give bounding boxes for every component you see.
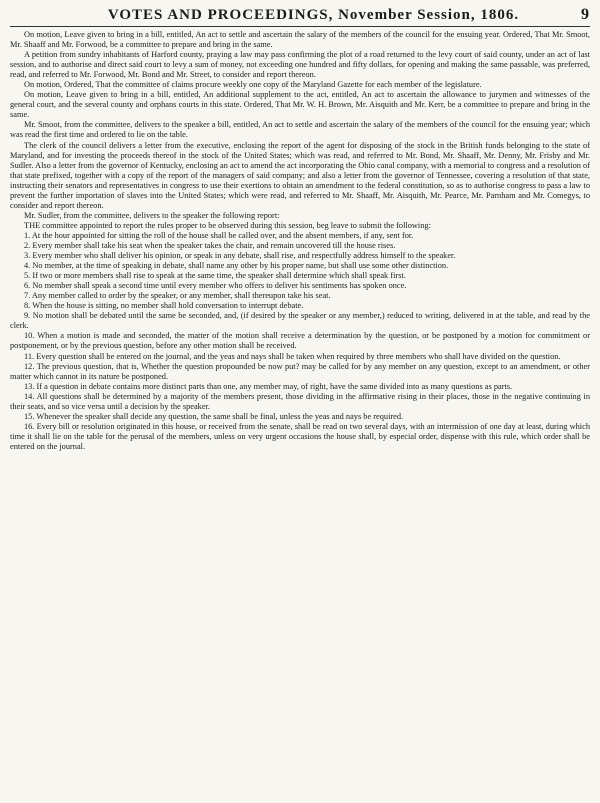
page-header — [10, 6, 590, 27]
rule-item: 2. Every member shall take his seat when the speaker takes the chair, and remain uncovered till the house rises. — [24, 240, 396, 250]
rule-item: 15. Whenever the speaker shall decide any question, the same shall be final, unless the yeas and nays be required. — [24, 411, 404, 421]
rule-item: 12. The previous question, that is, Whether the question propounded be now put? may be called for by any member on any question, except to an amendment, or other matter which cannot in its nature be postponed. — [10, 361, 590, 381]
rule-item: 1. At the hour appointed for sitting the roll of the house shall be called over, and the absent members, if any, sent for. — [24, 230, 414, 240]
rule-item: 3. Every member who shall deliver his opinion, or speak in any debate, shall rise, and respectfully address himself to the speaker. — [24, 251, 456, 261]
running-title: VOTES AND PROCEEDINGS, November Session, 1806. — [107, 7, 520, 23]
rule-item: 16. Every bill or resolution originated in this house, or received from the senate, shall be read on two several days, with an intermission of one day at least, during which time it shall lie on the table for the perusal of the members, unless on very urgent occasions the house shall, by especial order, dispense with this rule, which order shall be entered on the journal. — [10, 421, 590, 451]
paragraph: On motion, Leave given to bring in a bill, entitled, An act to settle and ascertain the salary of the members of the council for the ensuing year. Ordered, That Mr. Smoot, Mr. Shaaff and Mr. Forwood, be a committee to prepare and bring in the same. — [10, 30, 590, 50]
rule-item: 5. If two or more members shall rise to speak at the same time, the speaker shall determine which shall speak first. — [24, 271, 406, 281]
rule-item: 13. If a question in debate contains more distinct parts than one, any member may, of right, have the same divided into as many questions as parts. — [24, 381, 513, 391]
paragraph: On motion, Ordered, That the committee of claims procure weekly one copy of the Maryland Gazette for each member of the legislature. — [24, 80, 482, 90]
paragraph: The clerk of the council delivers a letter from the executive, enclosing the report of the agent for disposing of the stock in the British funds belonging to the state of Maryland, and for investing the proceeds thereof in the stock of the United States; which was read, and referred to Mr. Bond, Mr. Shaaff, Mr. Denny, Mr. Frisby and Mr. Sudler. Also a letter from the governor of Kentucky, enclosing an act to amend the act incorporating the Ohio canal company, with a memorial to congress and a resolution of that state prefixed, together with a copy of the report of the managers of said company; and also a letter from the governor of Tennessee, covering a resolution of that state, instructing their senators and representatives in congress to use their exertions to obtain an amendment to the federal constitution, so as to authorise congress to pass a law to prevent the further importation of slaves into the United States; which were read, and referred to Mr. Shaaff, Mr. Aisquith, Mr. Pearce, Mr. Parnham and Mr. Comegys, to consider and report thereon. — [10, 140, 590, 210]
paragraph: A petition from sundry inhabitants of Harford county, praying a law may pass confirming the plot of a road returned to the levy court of said county, under an act of last session, and to authorise and direct said court to levy a sum of money, not exceeding one hundred and fifty dollars, for opening and making the same passable, was preferred, read, and referred to Mr. Forwood, Mr. Bond and Mr. Street, to consider and report thereon. — [10, 50, 590, 80]
page-number: 9 — [581, 6, 590, 23]
rule-item: 14. All questions shall be determined by a majority of the members present, those dividing in the affirmative rising in their places, those in the negative continuing in their seats, and so vice versa until a decision by the speaker. — [10, 391, 590, 411]
rule-item: 4. No member, at the time of speaking in debate, shall name any other by his proper name, but shall use some other distinction. — [24, 261, 449, 271]
paragraph: THE committee appointed to report the rules proper to be observed during this session, beg leave to submit the following: — [24, 220, 431, 230]
paragraph: Mr. Smoot, from the committee, delivers to the speaker a bill, entitled, An act to settle and ascertain the salary of the members of the council for the ensuing year; which was read the first time and ordered to lie on the table. — [10, 120, 590, 140]
rule-item: 9. No motion shall be debated until the same be seconded, and, (if desired by the speaker or any member,) reduced to writing, delivered in at the table, and read by the clerk. — [10, 311, 590, 331]
rule-item: 11. Every question shall be entered on the journal, and the yeas and nays shall be taken when required by three members who shall have divided on the question. — [24, 351, 561, 361]
paragraph: On motion, Leave given to bring in a bill, entitled, An additional supplement to the act, entitled, An act to ascertain the allowance to jurymen and witnesses of the general court, and the several county and orphans courts in this state. Ordered, That Mr. W. H. Brown, Mr. Aisquith and Mr. Kerr, be a committee to prepare and bring in the same. — [10, 90, 590, 120]
paragraph: Mr. Sudler, from the committee, delivers to the speaker the following report: — [24, 210, 280, 220]
rule-item: 10. When a motion is made and seconded, the matter of the motion shall receive a determination by the question, or be postponed by a motion for commitment or postponement, or by the previous question, before any other motion shall be received. — [10, 331, 590, 351]
rule-item: 8. When the house is sitting, no member shall hold conversation to interrupt debate. — [24, 301, 304, 311]
rule-item: 7. Any member called to order by the speaker, or any member, shall thereupon take his seat. — [24, 291, 331, 301]
page-body — [10, 30, 590, 452]
rule-item: 6. No member shall speak a second time until every member who offers to deliver his sentiments has spoken once. — [24, 281, 407, 291]
